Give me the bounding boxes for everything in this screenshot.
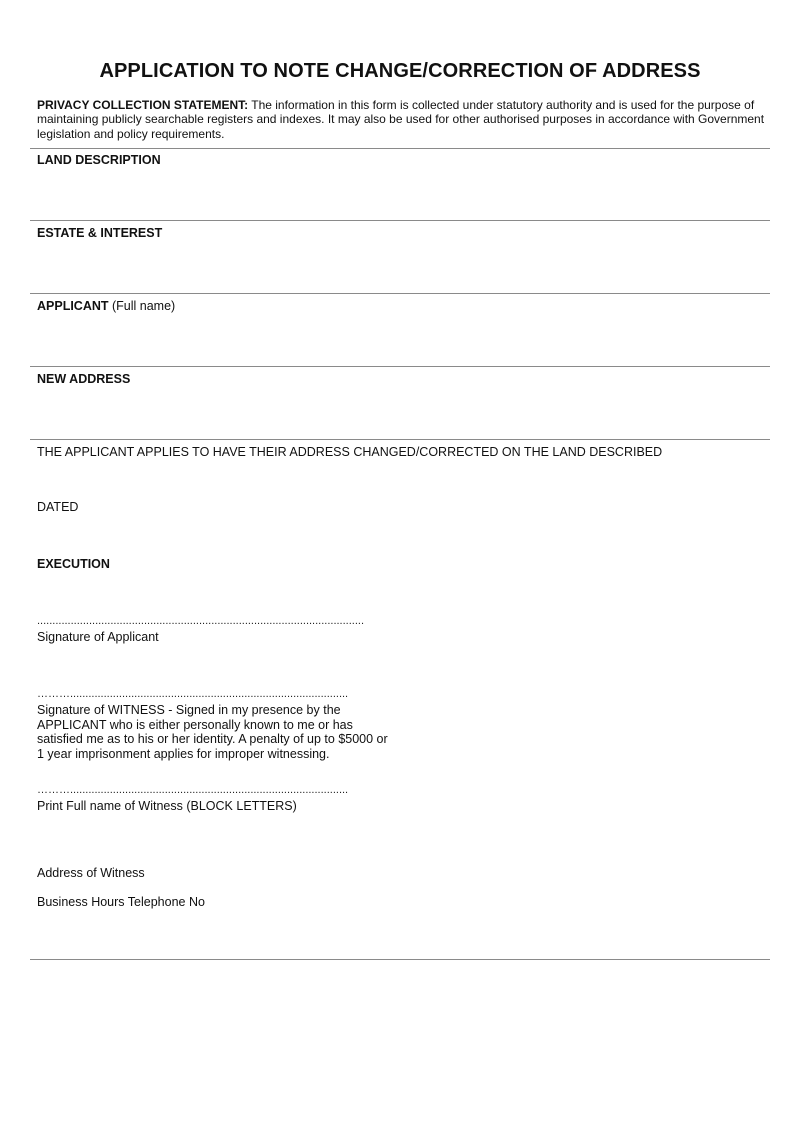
- new-address-label: NEW ADDRESS: [37, 372, 131, 386]
- applicant-signature-line: ...........................................................................................................: [37, 615, 365, 627]
- privacy-statement: [37, 98, 767, 141]
- divider: [30, 439, 770, 440]
- estate-interest-label: ESTATE & INTEREST: [37, 226, 163, 240]
- witness-name-label: Print Full name of Witness (BLOCK LETTERS): [37, 799, 297, 813]
- divider: [30, 220, 770, 221]
- privacy-heading: PRIVACY COLLECTION STATEMENT:: [37, 98, 249, 112]
- telephone-label: Business Hours Telephone No: [37, 895, 205, 909]
- witness-name-line: ………...........................................................................................: [37, 784, 349, 796]
- application-statement: THE APPLICANT APPLIES TO HAVE THEIR ADDRESS CHANGED/CORRECTED ON THE LAND DESCRIBED: [37, 445, 663, 459]
- privacy-text: The information in this form is collected under statutory authority and is used for the purpose of maintaining publicly searchable registers and indexes. It may also be used for other authorised purposes in accordance with Government legislation and policy requirements.: [37, 98, 765, 141]
- applicant-section: [37, 299, 175, 313]
- applicant-label: APPLICANT: [37, 299, 109, 313]
- witness-address-label: Address of Witness: [37, 866, 145, 880]
- divider: [30, 293, 770, 294]
- execution-label: EXECUTION: [37, 557, 110, 571]
- applicant-signature-label: Signature of Applicant: [37, 630, 159, 644]
- dated-label: DATED: [37, 500, 79, 514]
- land-description-label: LAND DESCRIPTION: [37, 153, 161, 167]
- witness-signature-label: Signature of WITNESS - Signed in my presence by the APPLICANT who is either personally known to me or has satisfied me as to his or her identity. A penalty of up to $5000 or 1 year imprisonment applies for improper witnessing.: [37, 703, 388, 761]
- divider: [30, 366, 770, 367]
- divider: [30, 959, 770, 960]
- divider: [30, 148, 770, 149]
- witness-signature-line: ………...........................................................................................: [37, 688, 349, 700]
- form-title: APPLICATION TO NOTE CHANGE/CORRECTION OF ADDRESS: [99, 60, 701, 82]
- applicant-note: (Full name): [108, 299, 176, 313]
